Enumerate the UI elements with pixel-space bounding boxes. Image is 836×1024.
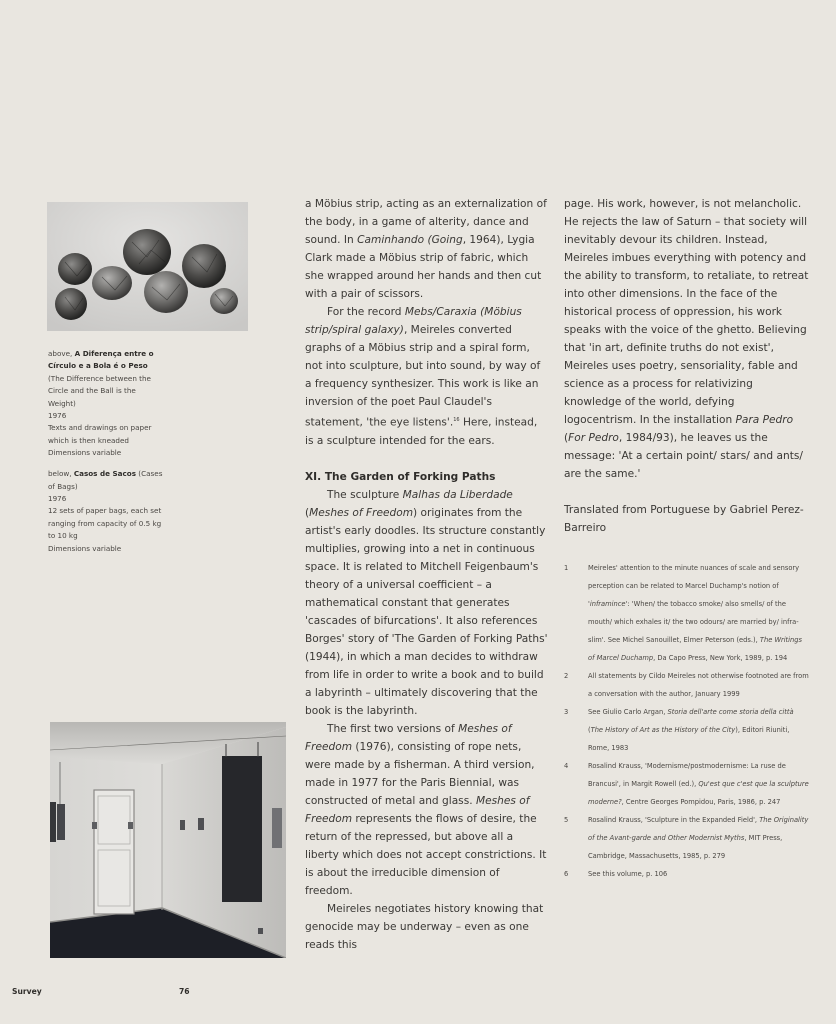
footnote: 3 See Giulio Carlo Argan, Storia dell'arte come storia della città (The History of Art as the History of the City), Editori Riuniti, Rome, 1983: [564, 703, 810, 757]
hanging-bags-image: [50, 722, 286, 958]
paragraph: The sculpture Malhas da Liberdade (Meshes of Freedom) originates from the artist's early doodles. Its structure constantly multiplies, growing into a net in continuous space. It is related to Mitchell Feigenbaum's theory of a universal coefficient – a mathematical constant that generates 'cascades of bifurcations'. It also references Borges' story of 'The Garden of Forking Paths' (1944), in which a man decides to withdraw from life in order to write a book and to build a labyrinth – ultimately discovering that the book is the labyrinth.: [305, 488, 548, 717]
paragraph: For the record Mebs/Caraxia (Möbius strip/spiral galaxy), Meireles converted graphs of a Möbius strip and a spiral form, not into sculpture, but into sound, by way of a frequency synthesizer. This work is like an inversion of the poet Paul Claudel's statement, 'the eye listens'.$^{16}$ Here, instead, is a sculpture intended for the ears.: [305, 306, 541, 447]
footnote: 4 Rosalind Krauss, 'Modernisme/postmodernisme: La ruse de Brancusi', in Margit Rowell (ed.), Qu'est que c'est que la sculpture moderne?, Centre Georges Pompidou, Paris, 1986, p. 247: [564, 757, 810, 811]
footnotes: [564, 559, 810, 883]
figure-captions: [48, 348, 163, 564]
paragraph: The first two versions of Meshes of Freedom (1976), consisting of rope nets, were made by a fisherman. A third version, made in 1977 for the Paris Biennial, was constructed of metal and glass. Meshes of Freedom represents the flows of desire, the return of the repressed, but above all a liberty which does not accept constrictions. It is about the irreducible dimension of freedom.: [305, 722, 547, 897]
body-column-right: [564, 195, 810, 883]
paragraph: Meireles negotiates history knowing that genocide may be underway – even as one reads this: [305, 902, 544, 951]
footnote: 5 Rosalind Krauss, 'Sculpture in the Expanded Field', The Originality of the Avant-garde and Other Modernist Myths, MIT Press, Cambridge, Massachusetts, 1985, p. 279: [564, 811, 810, 865]
footnote: 2 All statements by Cildo Meireles not otherwise footnoted are from a conversation with the author, January 1999: [564, 667, 810, 703]
footnote-number: 1: [564, 564, 569, 572]
section-heading: XI. The Garden of Forking Paths: [305, 470, 496, 483]
footnote-number: 3: [564, 708, 569, 716]
footnote-number: 6: [564, 870, 569, 878]
footnote-ref: 16: [453, 417, 460, 423]
paper-balls-image: [47, 202, 248, 331]
photo-paper-balls: [47, 202, 248, 331]
footnote: 6 See this volume, p. 106: [564, 865, 810, 883]
footnote-number: 2: [564, 672, 569, 680]
photo-hanging-bags: [50, 722, 286, 958]
running-footer-section: Survey: [12, 987, 42, 996]
paragraph: a Möbius strip, acting as an externalization of the body, in a game of alterity, dance and sound. In Caminhando (Going, 1964), Lygia Clark made a Möbius strip of fabric, which she wrapped around her hands and then cut with a pair of scissors.: [305, 198, 547, 300]
caption-below: below, Casos de Sacos (Cases of Bags) 1976 12 sets of paper bags, each set ranging from capacity of 0.5 kg to 10 kg Dimensions variable: [48, 469, 163, 553]
page-number: 76: [179, 987, 190, 996]
caption-above: above, A Diferença entre o Círculo e a Bola é o Peso (The Difference between the Circle and the Ball is the Weight) 1976 Texts and drawings on paper which is then kneaded Dimensions variable: [48, 349, 154, 458]
footnote-number: 5: [564, 816, 569, 824]
translation-credit: Translated from Portuguese by Gabriel Perez-Barreiro: [564, 504, 804, 534]
footnote: 1 Meireles' attention to the minute nuances of scale and sensory perception can be related to Marcel Duchamp's notion of 'inframince': 'When/ the tobacco smoke/ also smells/ of the mouth/ which exhales it/ the two odours/ are married by/ infra-slim'. See Michel Sanouillet, Elmer Peterson (eds.), The Writings of Marcel Duchamp, Da Capo Press, New York, 1989, p. 194: [564, 559, 810, 667]
paragraph: page. His work, however, is not melancholic. He rejects the law of Saturn – that society will inevitably devour its children. Instead, Meireles imbues everything with potency and the ability to transform, to retaliate, to retreat into other dimensions. In the face of the historical process of oppression, his work speaks with the voice of the ghetto. Believing that 'in art, definite truths do not exist', Meireles uses poetry, sensoriality, fable and science as a process for relativizing knowledge of the world, defying logocentrism. In the installation Para Pedro (For Pedro, 1984/93), he leaves us the message: 'At a certain point/ stars/ and ants/ are the same.': [564, 198, 809, 480]
footnote-number: 4: [564, 762, 569, 770]
body-column-middle: [305, 195, 549, 954]
